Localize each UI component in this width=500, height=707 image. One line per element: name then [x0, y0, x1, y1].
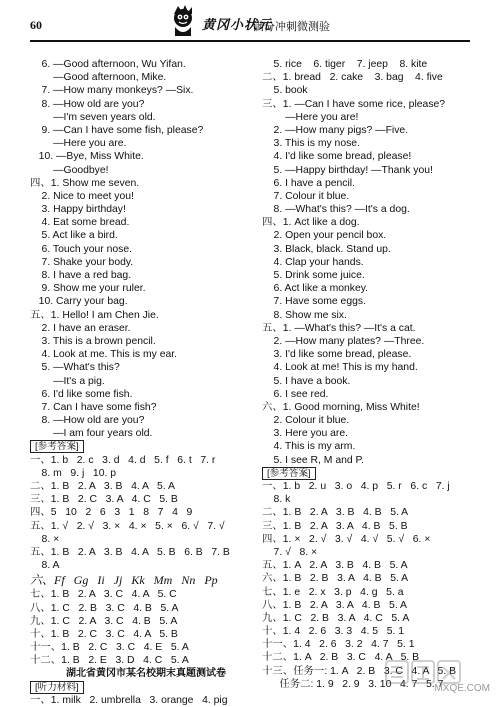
text-line: 十二、1. A 2. B 3. C 4. A 5. B — [262, 652, 420, 664]
text-line: 8. —What's this? —It's a dog. — [262, 204, 410, 216]
page-number: 60 — [30, 18, 42, 32]
text-line: 6. I'd like some fish. — [30, 388, 133, 400]
text-line: 2. —How many plates? —Three. — [262, 335, 425, 347]
text-line: 六、1. B 2. B 3. A 4. B 5. A — [262, 573, 409, 585]
text-line: 3. Happy birthday! — [30, 204, 126, 216]
text-line: 十一、1. 4 2. 6 3. 2 4. 7 5. 1 — [262, 639, 415, 651]
text-line: 7. √ 8. × — [262, 546, 318, 558]
text-line: 二、1. B 2. A 3. B 4. A 5. A — [30, 481, 175, 492]
text-line: —Good afternoon, Mike. — [30, 72, 167, 84]
section-label: [参考答案] — [262, 467, 316, 480]
text-line: 三、1. B 2. C 3. A 4. C 5. B — [30, 494, 178, 506]
text-line: 4. Eat some bread. — [30, 217, 130, 229]
text-line: 5. Drink some juice. — [262, 270, 365, 281]
text-line: 3. I'd like some bread, please. — [262, 349, 412, 361]
text-line: 5. rice 6. tiger 7. jeep 8. kite — [262, 59, 428, 70]
text-line: —Here you are. — [30, 138, 127, 150]
text-line — [30, 681, 262, 694]
header-rule — [30, 40, 470, 42]
text-line: 四、1. × 2. √ 3. √ 4. √ 5. √ 6. × — [262, 533, 431, 545]
text-line: —Goodbye! — [30, 164, 109, 176]
text-line: 3. Black, black. Stand up. — [262, 243, 391, 255]
text-line: 5. —What's this? — [30, 362, 120, 374]
text-line: 6. Touch your nose. — [30, 243, 133, 255]
text-line: 八、1. C 2. B 3. C 4. B 5. A — [30, 602, 179, 614]
text-line: 4. Look at me. This is my ear. — [30, 349, 178, 361]
brand-title: 黄冈小状元 — [202, 17, 273, 32]
text-line: 8. —How old are you? — [30, 98, 145, 110]
text-line: 十、1. 4 2. 6 3. 3 4. 5 5. 1 — [262, 626, 405, 638]
text-line: 2. Nice to meet you! — [30, 190, 134, 202]
text-line: —I'm seven years old. — [30, 111, 156, 123]
text-line: 7. —How many monkeys? —Six. — [30, 85, 194, 97]
text-line: 3. Here you are. — [262, 428, 349, 440]
text-line: 4. I'd like some bread, please! — [262, 151, 412, 163]
text-line: 2. Open your pencil box. — [262, 230, 387, 242]
watermark-text: MXQE.COM — [434, 683, 490, 694]
text-line: 5. Act like a bird. — [30, 230, 118, 242]
text-line: 2. I have an eraser. — [30, 322, 131, 334]
text-line: 十、1. B 2. C 3. C 4. A 5. B — [30, 628, 178, 640]
text-line: 五、1. √ 2. √ 3. × 4. × 5. × 6. √ 7. √ — [30, 520, 225, 532]
text-line: 任务二: 1. 9 2. 9 3. 10 4. 7 5. 7 — [262, 678, 444, 690]
text-line: 九、1. C 2. A 3. C 4. B 5. A — [30, 615, 178, 627]
text-line: 7. Have some eggs. — [262, 296, 366, 308]
text-line: 5. I see R, M and P. — [262, 454, 365, 466]
text-line: 十三、任务一: 1. A 2. B 3. C 4. A 5. B — [262, 665, 457, 677]
section-label: [听力材料] — [30, 681, 84, 694]
text-line: 七、1. B 2. A 3. C 4. A 5. C — [30, 589, 177, 601]
text-line: 一、1. b 2. c 3. d 4. d 5. f 6. t 7. r — [30, 454, 216, 466]
text-line: 九、1. C 2. B 3. A 4. C 5. A — [262, 612, 410, 624]
text-line: —Here you are! — [262, 111, 359, 123]
text-line: 八、1. B 2. A 3. A 4. B 5. A — [262, 599, 407, 611]
text-line: 8. k — [262, 494, 291, 506]
text-line: 6. I see red. — [262, 388, 329, 400]
text-line: 五、1. A 2. A 3. B 4. B 5. A — [262, 560, 408, 572]
text-line: 5. book — [262, 85, 308, 97]
text-line: 四、5 10 2 6 3 1 8 7 4 9 — [30, 507, 193, 519]
text-line: 四、1. Act like a dog. — [262, 217, 360, 229]
text-line — [262, 467, 474, 480]
text-line: 7. Shake your body. — [30, 256, 134, 268]
text-line: 7. Colour it blue. — [262, 190, 350, 202]
text-line: 一、1. milk 2. umbrella 3. orange 4. pig — [30, 694, 228, 706]
text-line: 8. × — [30, 533, 60, 545]
text-line: 四、1. Show me seven. — [30, 177, 140, 189]
text-line: 三、1. B 2. A 3. A 4. B 5. B — [262, 520, 408, 532]
text-line: 7. Can I have some fish? — [30, 401, 157, 413]
text-line: 6. Act like a monkey. — [262, 283, 369, 295]
text-line: 一、1. b 2. u 3. o 4. p 5. r 6. c 7. j — [262, 481, 450, 492]
text-line: 十二、1. B 2. E 3. D 4. C 5. A — [30, 655, 189, 667]
text-line: —It's a pig. — [30, 375, 105, 387]
section-label: [参考答案] — [30, 440, 84, 453]
text-line: 5. —Happy birthday! —Thank you! — [262, 164, 433, 176]
text-line: 6. —Good afternoon, Wu Yifan. — [30, 59, 186, 70]
exam-title: 湖北省黄冈市某名校期末真题测试卷 — [66, 668, 226, 680]
text-line: 3. This is a brown pencil. — [30, 335, 156, 347]
text-line: 8. A — [30, 560, 60, 572]
text-line — [30, 440, 262, 453]
text-line: 8. Show me six. — [262, 309, 347, 321]
text-line: 8. I have a red bag. — [30, 270, 132, 281]
text-line: 3. This is my nose. — [262, 138, 360, 150]
text-line: 五、1. —What's this? —It's a cat. — [262, 322, 416, 334]
text-line: 五、1. B 2. A 3. B 4. A 5. B 6. B 7. B — [30, 546, 230, 558]
right-column — [262, 58, 474, 691]
text-line: 6. I have a pencil. — [262, 177, 355, 189]
text-line: 七、1. e 2. x 3. p 4. g 5. a — [262, 586, 404, 598]
text-line: 二、1. B 2. A 3. B 4. B 5. A — [262, 507, 409, 519]
text-line: 4. This is my arm. — [262, 441, 356, 453]
text-line: 8. —How old are you? — [30, 415, 145, 427]
text-line: 4. Clap your hands. — [262, 256, 364, 268]
mascot-logo-icon — [165, 3, 201, 39]
text-line: —I am four years old. — [30, 428, 153, 440]
text-line: 2. Colour it blue. — [262, 415, 350, 427]
text-line: 六、1. Good morning, Miss White! — [262, 401, 420, 413]
page-subtitle: 满分冲刺微测验 — [253, 21, 330, 33]
text-line: 4. Look at me! This is my hand. — [262, 362, 418, 374]
text-line: 二、1. bread 2. cake 3. bag 4. five — [262, 72, 443, 84]
text-line: 五、1. Hello! I am Chen Jie. — [30, 309, 159, 321]
text-line: 8. m 9. j 10. p — [30, 467, 117, 479]
text-line: 2. —How many pigs? —Five. — [262, 124, 409, 136]
text-line: 10. Carry your bag. — [30, 296, 128, 308]
left-column — [30, 58, 262, 707]
text-line: 5. I have a book. — [262, 375, 351, 387]
text-line: 十一、1. B 2. C 3. C 4. E 5. A — [30, 642, 189, 654]
page-header — [0, 0, 500, 44]
text-line: 10. —Bye, Miss White. — [30, 151, 144, 163]
text-line: 9. —Can I have some fish, please? — [30, 124, 204, 136]
text-line: 9. Show me your ruler. — [30, 283, 146, 295]
text-line: 三、1. —Can I have some rice, please? — [262, 98, 446, 110]
letter-pairs-line: 六、Ff Gg Ii Jj Kk Mm Nn Pp — [30, 573, 218, 588]
